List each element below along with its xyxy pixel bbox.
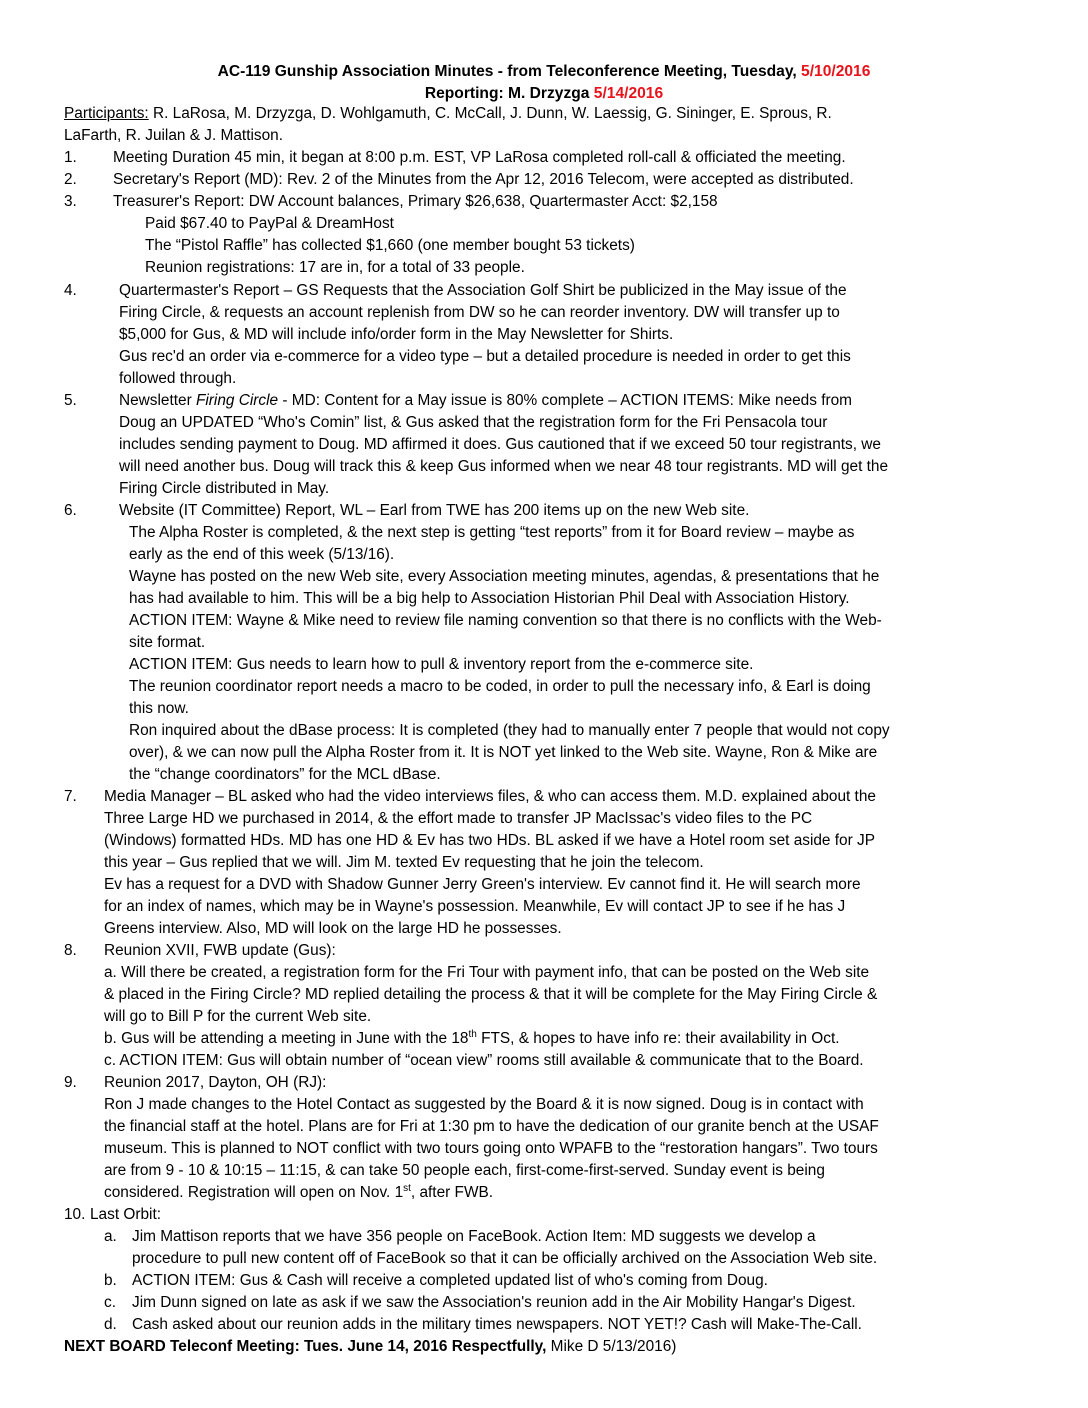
item-6-line-10: this now. (129, 700, 189, 717)
reporting-label: Reporting: M. Drzyzga (424, 85, 594, 102)
item-7-line-4: this year – Gus replied that we will. Jim M. texted Ev requesting that he join the telecom. (104, 854, 704, 871)
item-9-line-6 (104, 1183, 493, 1204)
item-8-line-5 (104, 1029, 840, 1050)
item-8-line-1: Reunion XVII, FWB update (Gus): (104, 942, 336, 959)
item-9-line-2: Ron J made changes to the Hotel Contact as suggested by the Board & it is now signed. Doug is in contact with (104, 1096, 864, 1113)
item-number-1: 1. (64, 149, 77, 166)
item-9-line-5: are from 9 - 10 & 10:15 – 11:15, & can take 50 people each, first-come-first-served. Sunday event is being (104, 1162, 825, 1179)
item-6-line-11: Ron inquired about the dBase process: It is completed (they had to manually enter 7 people that would not copy (129, 722, 890, 739)
ordinal-suffix: th (468, 1028, 477, 1040)
participants-line-2: LaFarth, R. Juilan & J. Mattison. (64, 127, 283, 144)
item-4-line-1: Quartermaster's Report – GS Requests that the Association Golf Shirt be publicized in the May issue of the (119, 282, 847, 299)
item-8-line-3: & placed in the Firing Circle? MD replied detailing the process & that it will be complete for the May Firing Circle & (104, 986, 878, 1003)
next-meeting-text: NEXT BOARD Teleconf Meeting: Tues. June 14, 2016 Respectfully, (64, 1338, 551, 1355)
item-number-8: 8. (64, 942, 77, 959)
item-8-b-text-end: FTS, & hopes to have info re: their availability in Oct. (476, 1030, 840, 1047)
item-5-line-1 (119, 391, 852, 412)
item-7-line-6: for an index of names, which may be in Wayne's possession. Meanwhile, Ev will contact JP to see if he has J (104, 898, 846, 915)
item-number-7: 7. (64, 788, 77, 805)
item-5-line-2: Doug an UPDATED “Who's Comin” list, & Gus asked that the registration form for the Fri Pensacola tour (119, 414, 828, 431)
newsletter-status: - MD: Content for a May issue is 80% complete – ACTION ITEMS: Mike needs from (278, 392, 852, 409)
item-7-line-1: Media Manager – BL asked who had the video interviews files, & who can access them. M.D. explained about the (104, 788, 876, 805)
item-8-line-6: c. ACTION ITEM: Gus will obtain number of “ocean view” rooms still available & communicate that to the Board. (104, 1052, 864, 1069)
item-5-line-5: Firing Circle distributed in May. (119, 480, 330, 497)
signature-text: Mike D 5/13/2016) (550, 1338, 677, 1355)
item-6-line-3: early as the end of this week (5/13/16). (129, 546, 395, 563)
item-9-registration-end: , after FWB. (410, 1184, 494, 1201)
item-number-9: 9. (64, 1074, 77, 1091)
item-10-a-line-1: Jim Mattison reports that we have 356 people on FaceBook. Action Item: MD suggests we develop a (132, 1228, 816, 1245)
item-6-line-12: over), & we can now pull the Alpha Roster from it. It is NOT yet linked to the Web site. Wayne, Ron & Mike are (129, 744, 878, 761)
item-7-line-5: Ev has a request for a DVD with Shadow Gunner Jerry Green's interview. Ev cannot find it. He will search more (104, 876, 861, 893)
item-6-line-2: The Alpha Roster is completed, & the next step is getting “test reports” from it for Board review – maybe as (129, 524, 855, 541)
item-6-line-13: the “change coordinators” for the MCL dBase. (129, 766, 441, 783)
item-number-4: 4. (64, 282, 77, 299)
ordinal-suffix: st (403, 1182, 411, 1194)
item-6-line-1: Website (IT Committee) Report, WL – Earl from TWE has 200 items up on the new Web site. (119, 502, 750, 519)
item-10-a-line-2: procedure to pull new content off of FaceBook so that it can be officially archived on the Association Web site. (132, 1250, 878, 1267)
item-10-d-text: Cash asked about our reunion adds in the military times newspapers. NOT YET!? Cash will Make-The-Call. (132, 1316, 862, 1333)
item-5-line-3: includes sending payment to Doug. MD affirmed it does. Gus cautioned that if we exceed 50 tour registrants, we (119, 436, 881, 453)
item-10-line-1: Last Orbit: (90, 1206, 161, 1223)
item-5-line-4: will need another bus. Doug will track this & keep Gus informed when we near 48 tour registrants. MD will get the (119, 458, 889, 475)
meeting-date: 5/10/2016 (801, 63, 871, 80)
participants-names-1: R. LaRosa, M. Drzyzga, D. Wohlgamuth, C. McCall, J. Dunn, W. Laessig, G. Sininger, E. Sprous, R. (148, 105, 832, 122)
firing-circle-title: Firing Circle (195, 392, 279, 409)
item-7-line-3: (Windows) formatted HDs. MD has one HD & Ev has two HDs. BL asked if we have a Hotel room set aside for JP (104, 832, 875, 849)
item-6-line-6: ACTION ITEM: Wayne & Mike need to review file naming convention so that there is no conflicts with the Web- (129, 612, 882, 629)
item-4-line-4: Gus rec'd an order via e-commerce for a video type – but a detailed procedure is needed in order to get this (119, 348, 851, 365)
item-10-c-text: Jim Dunn signed on late as ask if we saw the Association's reunion add in the Air Mobility Hangar's Digest. (132, 1294, 856, 1311)
subitem-c-label: c. (104, 1294, 116, 1311)
item-6-line-8: ACTION ITEM: Gus needs to learn how to pull & inventory report from the e-commerce site. (129, 656, 754, 673)
item-9-line-3: the financial staff at the hotel. Plans are for Fri at 1:30 pm to have the dedication of our granite bench at the USAF (104, 1118, 879, 1135)
reporting-line (0, 84, 1088, 105)
item-3-line-1: Treasurer's Report: DW Account balances, Primary $26,638, Quartermaster Acct: $2,158 (113, 193, 718, 210)
document-title (0, 62, 1088, 83)
item-1-text: Meeting Duration 45 min, it began at 8:00 p.m. EST, VP LaRosa completed roll-call & officiated the meeting. (113, 149, 846, 166)
title-text: AC-119 Gunship Association Minutes - from Teleconference Meeting, Tuesday, (217, 63, 802, 80)
item-3-line-3: The “Pistol Raffle” has collected $1,660 (one member bought 53 tickets) (145, 237, 635, 254)
participants-line-1 (64, 104, 832, 125)
item-number-6: 6. (64, 502, 77, 519)
item-6-line-7: site format. (129, 634, 206, 651)
item-9-line-1: Reunion 2017, Dayton, OH (RJ): (104, 1074, 327, 1091)
item-number-5: 5. (64, 392, 77, 409)
item-number-3: 3. (64, 193, 77, 210)
item-9-registration-text: considered. Registration will open on Nov. 1 (104, 1184, 404, 1201)
item-4-line-3: $5,000 for Gus, & MD will include info/order form in the May Newsletter for Shirts. (119, 326, 674, 343)
newsletter-label: Newsletter (119, 392, 196, 409)
reporting-date: 5/14/2016 (593, 85, 664, 102)
item-8-line-2: a. Will there be created, a registration form for the Fri Tour with payment info, that can be posted on the Web site (104, 964, 870, 981)
item-number-2: 2. (64, 171, 77, 188)
item-4-line-5: followed through. (119, 370, 237, 387)
item-3-line-4: Reunion registrations: 17 are in, for a total of 33 people. (145, 259, 525, 276)
item-2-text: Secretary's Report (MD): Rev. 2 of the Minutes from the Apr 12, 2016 Telecom, were accepted as distributed. (113, 171, 854, 188)
item-7-line-7: Greens interview. Also, MD will look on the large HD he possesses. (104, 920, 562, 937)
item-4-line-2: Firing Circle, & requests an account replenish from DW so he can reorder inventory. DW will transfer up to (119, 304, 840, 321)
item-6-line-9: The reunion coordinator report needs a macro to be coded, in order to pull the necessary info, & Earl is doing (129, 678, 871, 695)
item-8-line-4: will go to Bill P for the current Web site. (104, 1008, 372, 1025)
subitem-a-label: a. (104, 1228, 117, 1245)
item-3-line-2: Paid $67.40 to PayPal & DreamHost (145, 215, 394, 232)
item-9-line-4: museum. This is planned to NOT conflict with two tours going onto WPAFB to the “restoration hangars”. Two tours (104, 1140, 878, 1157)
subitem-b-label: b. (104, 1272, 117, 1289)
subitem-d-label: d. (104, 1316, 117, 1333)
footer-line (64, 1337, 676, 1358)
participants-label: Participants: (64, 105, 149, 122)
item-10-b-text: ACTION ITEM: Gus & Cash will receive a completed updated list of who's coming from Doug. (132, 1272, 768, 1289)
item-8-b-text: b. Gus will be attending a meeting in June with the 18 (104, 1030, 469, 1047)
item-number-10: 10. (64, 1206, 86, 1223)
item-6-line-5: has had available to him. This will be a big help to Association Historian Phil Deal with Association History. (129, 590, 850, 607)
item-7-line-2: Three Large HD we purchased in 2014, & the effort made to transfer JP MacIssac's video files to the PC (104, 810, 813, 827)
item-6-line-4: Wayne has posted on the new Web site, every Association meeting minutes, agendas, & presentations that he (129, 568, 880, 585)
